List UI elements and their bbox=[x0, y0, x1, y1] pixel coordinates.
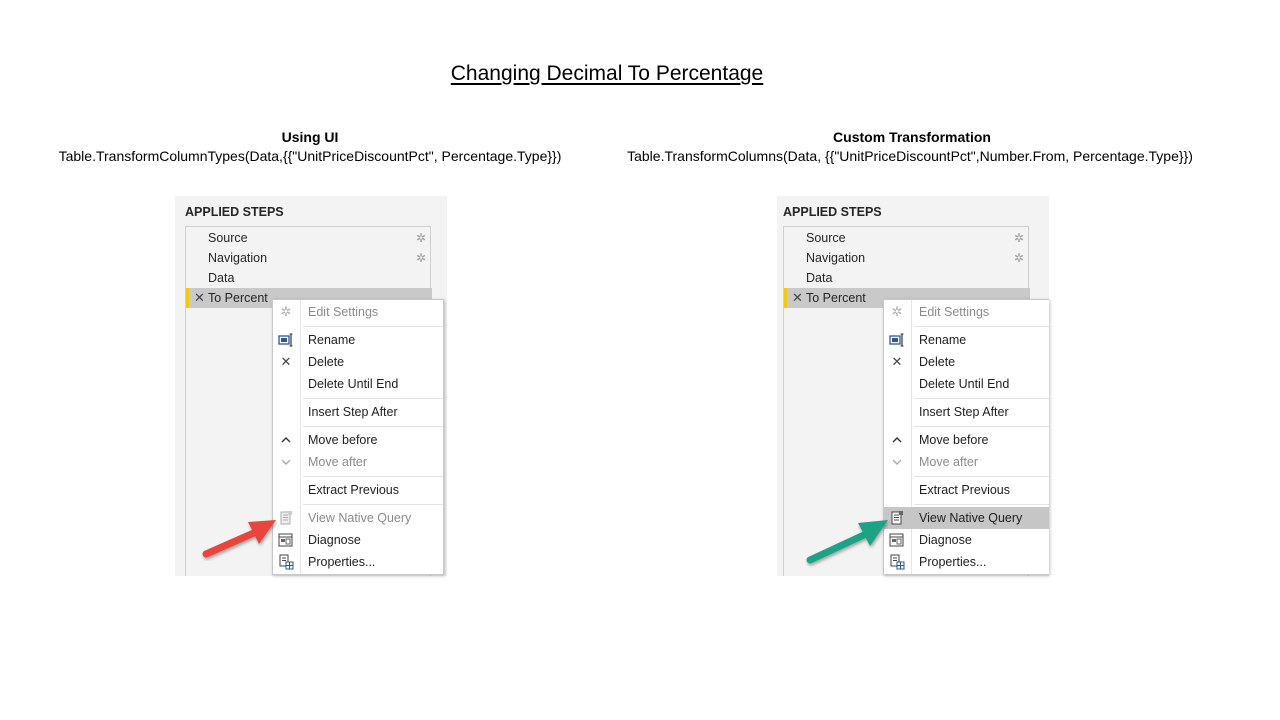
step-label: To Percent bbox=[806, 291, 866, 305]
menu-diagnose[interactable] bbox=[273, 529, 443, 551]
gear-icon: ✲ bbox=[280, 304, 292, 319]
close-icon: ✕ bbox=[891, 354, 903, 369]
menu-label: Insert Step After bbox=[308, 405, 398, 419]
menu-label: Diagnose bbox=[919, 533, 972, 547]
menu-label: Extract Previous bbox=[308, 483, 400, 497]
step-data[interactable] bbox=[186, 268, 432, 288]
step-source[interactable] bbox=[784, 228, 1030, 248]
menu-separator bbox=[303, 476, 443, 477]
menu-label: Properties... bbox=[919, 555, 987, 569]
menu-view-native-query[interactable] bbox=[273, 507, 443, 529]
delete-step-icon[interactable]: ✕ bbox=[194, 290, 205, 305]
menu-separator bbox=[303, 504, 443, 505]
menu-separator bbox=[914, 476, 1049, 477]
menu-label: Move before bbox=[919, 433, 989, 447]
applied-steps-title: APPLIED STEPS bbox=[185, 205, 284, 219]
menu-delete-until-end[interactable] bbox=[273, 373, 443, 395]
menu-extract-previous[interactable] bbox=[273, 479, 443, 501]
gear-icon[interactable]: ✲ bbox=[415, 251, 426, 265]
step-navigation[interactable] bbox=[186, 248, 432, 268]
gear-icon: ✲ bbox=[891, 304, 903, 319]
menu-label: Delete bbox=[308, 355, 345, 369]
menu-edit-settings[interactable] bbox=[884, 301, 1049, 323]
menu-separator bbox=[303, 426, 443, 427]
green-arrow-pointer bbox=[800, 508, 896, 568]
right-context-menu bbox=[883, 299, 1049, 575]
menu-label: View Native Query bbox=[919, 511, 1023, 525]
rename-icon bbox=[278, 332, 294, 348]
menu-move-after[interactable] bbox=[884, 451, 1049, 473]
applied-steps-title: APPLIED STEPS bbox=[783, 205, 882, 219]
chevron-down-icon bbox=[889, 454, 905, 470]
left-context-menu bbox=[272, 299, 444, 575]
menu-label: Rename bbox=[919, 333, 967, 347]
menu-extract-previous[interactable] bbox=[884, 479, 1049, 501]
menu-label: Insert Step After bbox=[919, 405, 1009, 419]
chevron-down-icon bbox=[278, 454, 294, 470]
menu-separator bbox=[914, 426, 1049, 427]
step-label: Data bbox=[208, 271, 235, 285]
delete-step-icon[interactable]: ✕ bbox=[792, 290, 803, 305]
menu-separator bbox=[303, 326, 443, 327]
menu-label: Move after bbox=[308, 455, 368, 469]
menu-separator bbox=[914, 398, 1049, 399]
step-data[interactable] bbox=[784, 268, 1030, 288]
menu-edit-settings[interactable] bbox=[273, 301, 443, 323]
gear-icon[interactable]: ✲ bbox=[1013, 231, 1024, 245]
close-icon: ✕ bbox=[280, 354, 292, 369]
menu-rename[interactable] bbox=[273, 329, 443, 351]
menu-label: Move after bbox=[919, 455, 979, 469]
menu-view-native-query[interactable] bbox=[884, 507, 1049, 529]
menu-delete-until-end[interactable] bbox=[884, 373, 1049, 395]
menu-move-before[interactable] bbox=[884, 429, 1049, 451]
menu-separator bbox=[914, 504, 1049, 505]
menu-insert-step-after[interactable] bbox=[273, 401, 443, 423]
menu-rename[interactable] bbox=[884, 329, 1049, 351]
menu-label: Rename bbox=[308, 333, 356, 347]
left-formula: Table.TransformColumnTypes(Data,{{"UnitPriceDiscountPct", Percentage.Type}}) bbox=[58, 148, 562, 164]
menu-insert-step-after[interactable] bbox=[884, 401, 1049, 423]
menu-label: Move before bbox=[308, 433, 378, 447]
menu-label: View Native Query bbox=[308, 511, 412, 525]
red-arrow-pointer bbox=[196, 508, 286, 564]
menu-label: Edit Settings bbox=[919, 305, 990, 319]
menu-label: Extract Previous bbox=[919, 483, 1011, 497]
menu-delete[interactable] bbox=[273, 351, 443, 373]
rename-icon bbox=[889, 332, 905, 348]
menu-properties[interactable] bbox=[273, 551, 443, 573]
step-label: To Percent bbox=[208, 291, 268, 305]
step-label: Data bbox=[806, 271, 833, 285]
left-heading: Using UI bbox=[281, 129, 339, 145]
page-title: Changing Decimal To Percentage bbox=[450, 62, 764, 85]
right-heading: Custom Transformation bbox=[833, 129, 991, 145]
gear-icon[interactable]: ✲ bbox=[1013, 251, 1024, 265]
right-formula: Table.TransformColumns(Data, {{"UnitPriceDiscountPct",Number.From, Percentage.Type}}) bbox=[627, 148, 1193, 164]
gear-icon[interactable]: ✲ bbox=[415, 231, 426, 245]
menu-delete[interactable] bbox=[884, 351, 1049, 373]
step-navigation[interactable] bbox=[784, 248, 1030, 268]
menu-label: Diagnose bbox=[308, 533, 361, 547]
step-source[interactable] bbox=[186, 228, 432, 248]
menu-move-before[interactable] bbox=[273, 429, 443, 451]
chevron-up-icon bbox=[278, 432, 294, 448]
menu-separator bbox=[303, 398, 443, 399]
menu-move-after[interactable] bbox=[273, 451, 443, 473]
menu-label: Delete Until End bbox=[919, 377, 1010, 391]
menu-label: Edit Settings bbox=[308, 305, 379, 319]
step-label: Source bbox=[806, 231, 846, 245]
step-label: Navigation bbox=[208, 251, 268, 265]
menu-label: Properties... bbox=[308, 555, 376, 569]
step-label: Navigation bbox=[806, 251, 866, 265]
menu-label: Delete bbox=[919, 355, 956, 369]
chevron-up-icon bbox=[889, 432, 905, 448]
step-label: Source bbox=[208, 231, 248, 245]
menu-separator bbox=[914, 326, 1049, 327]
menu-properties[interactable] bbox=[884, 551, 1049, 573]
menu-diagnose[interactable] bbox=[884, 529, 1049, 551]
menu-label: Delete Until End bbox=[308, 377, 399, 391]
